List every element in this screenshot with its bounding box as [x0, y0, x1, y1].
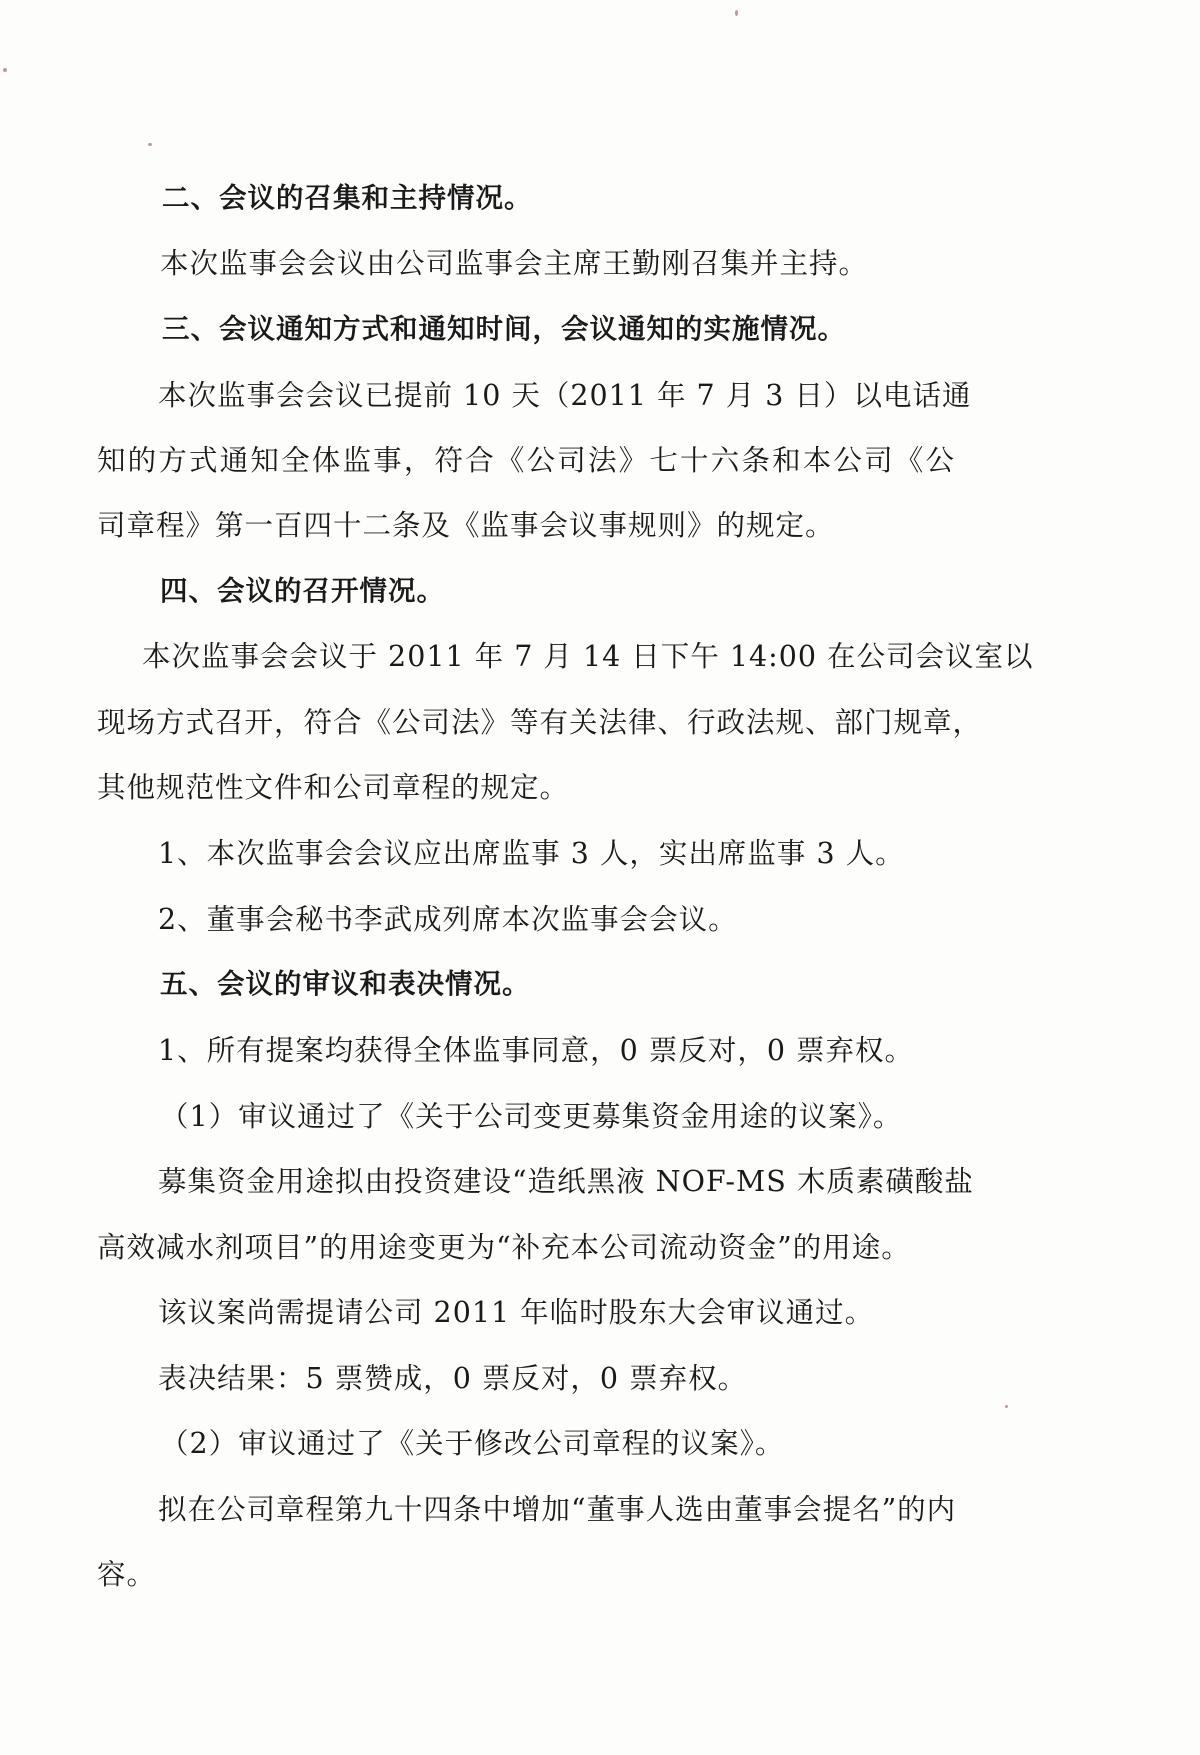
vote-result: 表决结果：5 票赞成，0 票反对，0 票弃权。 [158, 1362, 748, 1395]
scan-speck [1005, 1405, 1008, 1408]
paragraph-line: 其他规范性文件和公司章程的规定。 [97, 771, 570, 804]
paragraph-line: 本次监事会会议于 2011 年 7 月 14 日下午 14:00 在公司会议室以 [142, 640, 1034, 673]
list-item: 1、所有提案均获得全体监事同意，0 票反对，0 票弃权。 [158, 1034, 915, 1067]
paragraph-line: 本次监事会会议由公司监事会主席王勤刚召集并主持。 [160, 247, 869, 280]
scan-speck [3, 68, 7, 72]
paragraph-line: 募集资金用途拟由投资建设“造纸黑液 NOF-MS 木质素磺酸盐 [158, 1165, 974, 1198]
section-heading-meeting-held: 四、会议的召开情况。 [160, 575, 445, 607]
resolution-item: （2）审议通过了《关于修改公司章程的议案》。 [160, 1427, 785, 1460]
paragraph-line: 拟在公司章程第九十四条中增加“董事人选由董事会提名”的内 [158, 1493, 957, 1526]
paragraph-line: 高效减水剂项目”的用途变更为“补充本公司流动资金”的用途。 [97, 1231, 911, 1264]
paragraph-line: 本次监事会会议已提前 10 天（2011 年 7 月 3 日）以电话通 [158, 379, 972, 412]
paragraph-line: 知的方式通知全体监事，符合《公司法》七十六条和本公司《公 [97, 444, 955, 477]
scan-speck [148, 143, 152, 146]
section-heading-voting: 五、会议的审议和表决情况。 [160, 968, 531, 1000]
section-heading-convening: 二、会议的召集和主持情况。 [162, 182, 533, 214]
paragraph-line: 容。 [97, 1558, 157, 1591]
resolution-item: （1）审议通过了《关于公司变更募集资金用途的议案》。 [160, 1100, 903, 1133]
paragraph-line: 司章程》第一百四十二条及《监事会议事规则》的规定。 [97, 509, 835, 542]
list-item: 1、本次监事会会议应出席监事 3 人，实出席监事 3 人。 [158, 837, 905, 870]
section-heading-notice: 三、会议通知方式和通知时间，会议通知的实施情况。 [162, 313, 846, 345]
scan-speck [735, 10, 738, 16]
paragraph-line: 该议案尚需提请公司 2011 年临时股东大会审议通过。 [158, 1296, 875, 1329]
list-item: 2、董事会秘书李武成列席本次监事会会议。 [158, 903, 738, 936]
paragraph-line: 现场方式召开，符合《公司法》等有关法律、行政法规、部门规章， [97, 706, 983, 739]
